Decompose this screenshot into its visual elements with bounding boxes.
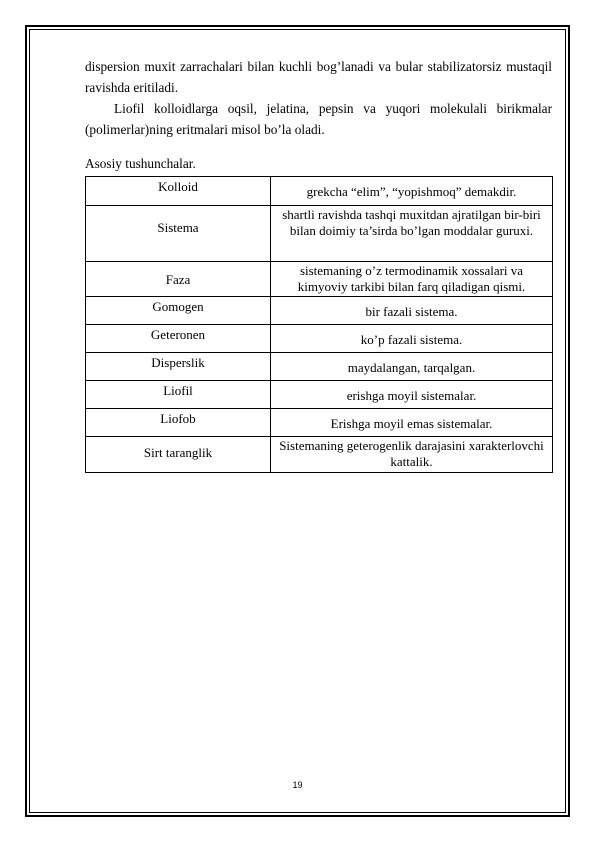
- table-row: [86, 409, 553, 437]
- definition-cell: ko’p fazali sistema.: [271, 325, 553, 353]
- term-cell: Liofil: [86, 381, 271, 409]
- terms-table: [85, 176, 553, 473]
- definition-cell: Sistemaning geterogenlik darajasini xarakterlovchi kattalik.: [271, 437, 553, 473]
- table-row: [86, 262, 553, 297]
- table-row: [86, 437, 553, 473]
- page-content: [85, 56, 552, 473]
- table-row: [86, 325, 553, 353]
- definition-cell: bir fazali sistema.: [271, 297, 553, 325]
- table-row: [86, 353, 553, 381]
- table-row: [86, 177, 553, 206]
- definition-cell: sistemaning o’z termodinamik xossalari va kimyoviy tarkibi bilan farq qiladigan qismi.: [271, 262, 553, 297]
- term-cell: Gomogen: [86, 297, 271, 325]
- definition-cell: erishga moyil sistemalar.: [271, 381, 553, 409]
- term-cell: Sirt taranglik: [86, 437, 271, 473]
- definition-cell: shartli ravishda tashqi muxitdan ajratilgan bir-biri bilan doimiy ta’sirda bo’lgan moddalar guruxi.: [271, 206, 553, 262]
- term-cell: Liofob: [86, 409, 271, 437]
- term-cell: Disperslik: [86, 353, 271, 381]
- section-heading: Asosiy tushunchalar.: [85, 156, 196, 171]
- table-row: [86, 381, 553, 409]
- table-row: [86, 206, 553, 262]
- paragraph-dispersion: dispersion muxit zarrachalari bilan kuchli bog’lanadi va bular stabilizatorsiz mustaqil ravishda eritiladi.: [85, 59, 552, 95]
- term-cell: Faza: [86, 262, 271, 297]
- term-cell: Kolloid: [86, 177, 271, 206]
- term-cell: Geteronen: [86, 325, 271, 353]
- page-number: 19: [292, 780, 303, 790]
- paragraph-liofil: Liofil kolloidlarga oqsil, jelatina, pepsin va yuqori molekulali birikmalar (polimerlar)ning eritmalari misol bo’la oladi.: [85, 101, 552, 137]
- definition-cell: grekcha “elim”, “yopishmoq” demakdir.: [271, 177, 553, 206]
- definition-cell: maydalangan, tarqalgan.: [271, 353, 553, 381]
- definition-cell: Erishga moyil emas sistemalar.: [271, 409, 553, 437]
- term-cell: Sistema: [86, 206, 271, 262]
- table-row: [86, 297, 553, 325]
